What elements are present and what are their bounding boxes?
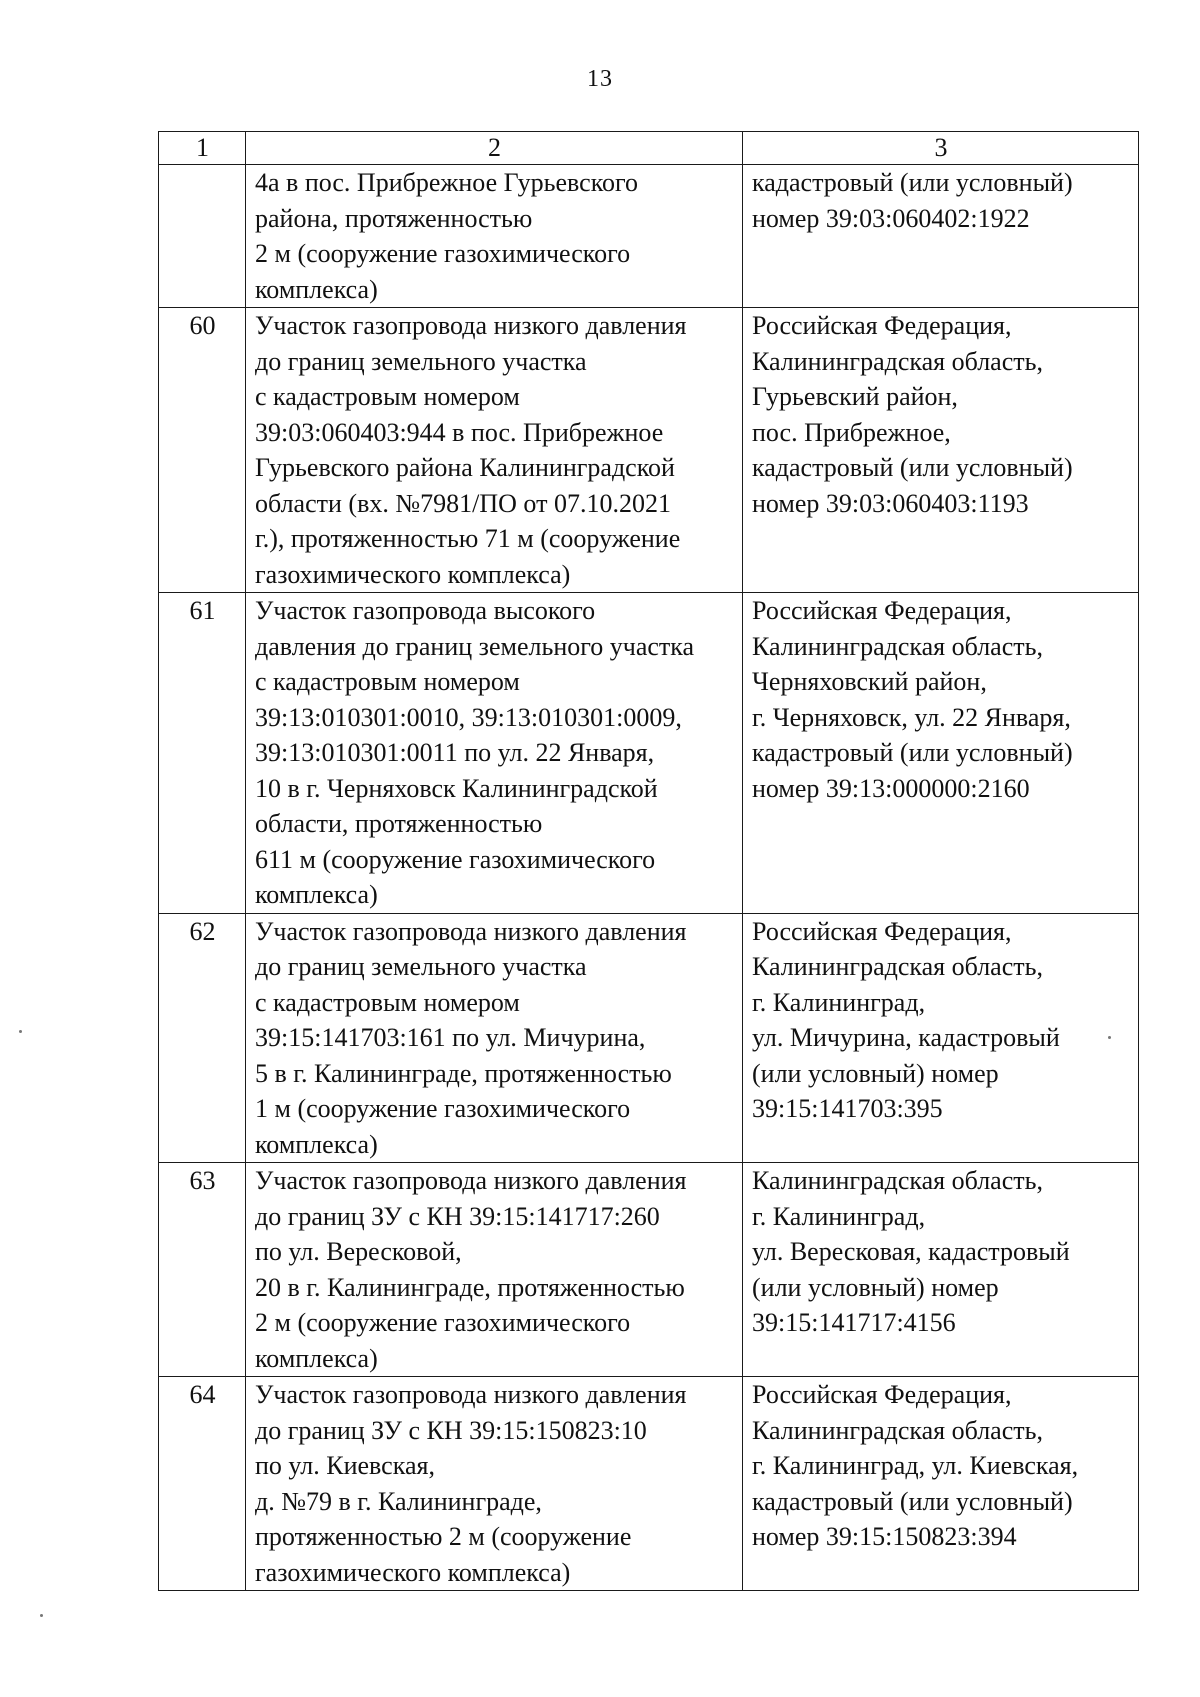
description-line: комплекса) xyxy=(255,274,378,304)
location-line: (или условный) номер xyxy=(752,1272,999,1302)
description-line: 39:15:141703:161 по ул. Мичурина, xyxy=(255,1023,646,1052)
description-line: комплекса) xyxy=(255,1343,378,1373)
location-line: г. Калининград, xyxy=(752,1201,926,1231)
registry-table xyxy=(158,131,1139,1591)
location-line: кадастровый (или условный) xyxy=(752,1486,1073,1516)
description-line: 611 м (сооружение газохимического xyxy=(255,844,656,874)
location-line: г. Черняховск, ул. 22 Января, xyxy=(752,702,1071,732)
description-line: до границ земельного участка xyxy=(255,346,587,376)
description-cell xyxy=(246,1163,743,1377)
description-line: с кадастровым номером xyxy=(255,667,520,696)
location-line: кадастровый (или условный) xyxy=(752,738,1073,767)
scan-speck xyxy=(1108,1036,1111,1039)
description-line: района, протяженностью xyxy=(255,203,533,233)
table-row xyxy=(159,1163,1139,1377)
location-cell xyxy=(743,593,1139,914)
table-row xyxy=(159,913,1139,1163)
location-line: г. Калининград, xyxy=(752,987,926,1017)
description-line: 39:13:010301:0010, 39:13:010301:0009, xyxy=(255,702,682,732)
location-line: ул. Вересковая, кадастровый xyxy=(752,1237,1070,1266)
table-body xyxy=(159,165,1139,1591)
location-line: Российская Федерация, xyxy=(752,916,1012,946)
location-line: Гурьевский район, xyxy=(752,382,958,411)
description-line: по ул. Вересковой, xyxy=(255,1237,462,1266)
description-line: Участок газопровода низкого давления xyxy=(255,1166,687,1195)
row-number-cell: 63 xyxy=(159,1163,246,1377)
description-line: Участок газопровода низкого давления xyxy=(255,1380,687,1409)
location-line: Российская Федерация, xyxy=(752,596,1012,625)
description-line: 20 в г. Калининграде, протяженностью xyxy=(255,1272,685,1302)
description-line: давления до границ земельного участка xyxy=(255,631,695,661)
row-number-cell: 64 xyxy=(159,1377,246,1591)
location-cell xyxy=(743,1377,1139,1591)
description-line: газохимического комплекса) xyxy=(255,1557,571,1587)
table-row xyxy=(159,593,1139,914)
description-line: протяженностью 2 м (сооружение xyxy=(255,1522,632,1551)
location-line: номер 39:03:060402:1922 xyxy=(752,203,1030,233)
location-cell xyxy=(743,308,1139,593)
description-line: Участок газопровода высокого xyxy=(255,596,596,625)
location-cell xyxy=(743,913,1139,1163)
location-line: 39:15:141703:395 xyxy=(752,1094,943,1123)
description-line: области (вх. №7981/ПО от 07.10.2021 xyxy=(255,488,671,518)
column-header-number: 1 xyxy=(159,132,246,165)
description-line: 1 м (сооружение газохимического xyxy=(255,1094,631,1123)
location-line: номер 39:13:000000:2160 xyxy=(752,773,1030,803)
table-row xyxy=(159,1377,1139,1591)
description-line: 5 в г. Калининграде, протяженностью xyxy=(255,1058,672,1088)
location-cell xyxy=(743,165,1139,308)
row-number-cell xyxy=(159,165,246,308)
description-line: с кадастровым номером xyxy=(255,987,520,1017)
description-line: области, протяженностью xyxy=(255,809,543,838)
location-line: Калининградская область, xyxy=(752,346,1043,376)
description-line: 2 м (сооружение газохимического xyxy=(255,239,631,268)
location-line: ул. Мичурина, кадастровый xyxy=(752,1023,1060,1052)
column-header-location: 3 xyxy=(743,132,1139,165)
column-header-description: 2 xyxy=(246,132,743,165)
table-row xyxy=(159,308,1139,593)
description-line: Гурьевского района Калининградской xyxy=(255,453,675,482)
location-line: Калининградская область, xyxy=(752,1415,1043,1445)
location-cell xyxy=(743,1163,1139,1377)
description-cell xyxy=(246,913,743,1163)
description-line: газохимического комплекса) xyxy=(255,559,571,589)
description-line: Участок газопровода низкого давления xyxy=(255,311,687,340)
description-line: до границ ЗУ с КН 39:15:141717:260 xyxy=(255,1201,660,1231)
description-line: по ул. Киевская, xyxy=(255,1451,435,1480)
table-header-row xyxy=(159,132,1139,165)
description-line: 39:13:010301:0011 по ул. 22 Января, xyxy=(255,738,655,767)
description-line: г.), протяженностью 71 м (сооружение xyxy=(255,524,681,553)
scan-speck xyxy=(19,1030,22,1033)
location-line: Российская Федерация, xyxy=(752,1380,1012,1409)
scan-speck xyxy=(40,1614,43,1617)
location-line: пос. Прибрежное, xyxy=(752,417,951,447)
row-number-cell: 61 xyxy=(159,593,246,914)
description-line: до границ ЗУ с КН 39:15:150823:10 xyxy=(255,1415,647,1445)
description-line: 4а в пос. Прибрежное Гурьевского xyxy=(255,168,639,197)
location-line: Черняховский район, xyxy=(752,667,987,696)
description-line: комплекса) xyxy=(255,1129,378,1159)
description-line: 10 в г. Черняховск Калининградской xyxy=(255,773,658,803)
location-line: 39:15:141717:4156 xyxy=(752,1308,956,1337)
description-line: до границ земельного участка xyxy=(255,952,587,981)
description-cell xyxy=(246,308,743,593)
description-line: 39:03:060403:944 в пос. Прибрежное xyxy=(255,417,664,447)
page-number: 13 xyxy=(587,66,613,92)
location-line: номер 39:03:060403:1193 xyxy=(752,488,1029,518)
location-line: Российская Федерация, xyxy=(752,311,1012,340)
description-cell xyxy=(246,1377,743,1591)
row-number-cell: 62 xyxy=(159,913,246,1163)
table-row xyxy=(159,165,1139,308)
description-line: д. №79 в г. Калининграде, xyxy=(255,1486,542,1516)
location-line: кадастровый (или условный) xyxy=(752,453,1073,482)
location-line: номер 39:15:150823:394 xyxy=(752,1522,1017,1551)
location-line: Калининградская область, xyxy=(752,952,1043,981)
location-line: (или условный) номер xyxy=(752,1058,999,1088)
location-line: Калининградская область, xyxy=(752,1166,1043,1195)
location-line: г. Калининград, ул. Киевская, xyxy=(752,1451,1079,1480)
location-line: кадастровый (или условный) xyxy=(752,168,1073,197)
description-line: Участок газопровода низкого давления xyxy=(255,916,687,946)
description-line: 2 м (сооружение газохимического xyxy=(255,1308,631,1337)
description-line: с кадастровым номером xyxy=(255,382,520,411)
row-number-cell: 60 xyxy=(159,308,246,593)
description-line: комплекса) xyxy=(255,880,378,909)
description-cell xyxy=(246,165,743,308)
description-cell xyxy=(246,593,743,914)
location-line: Калининградская область, xyxy=(752,631,1043,661)
